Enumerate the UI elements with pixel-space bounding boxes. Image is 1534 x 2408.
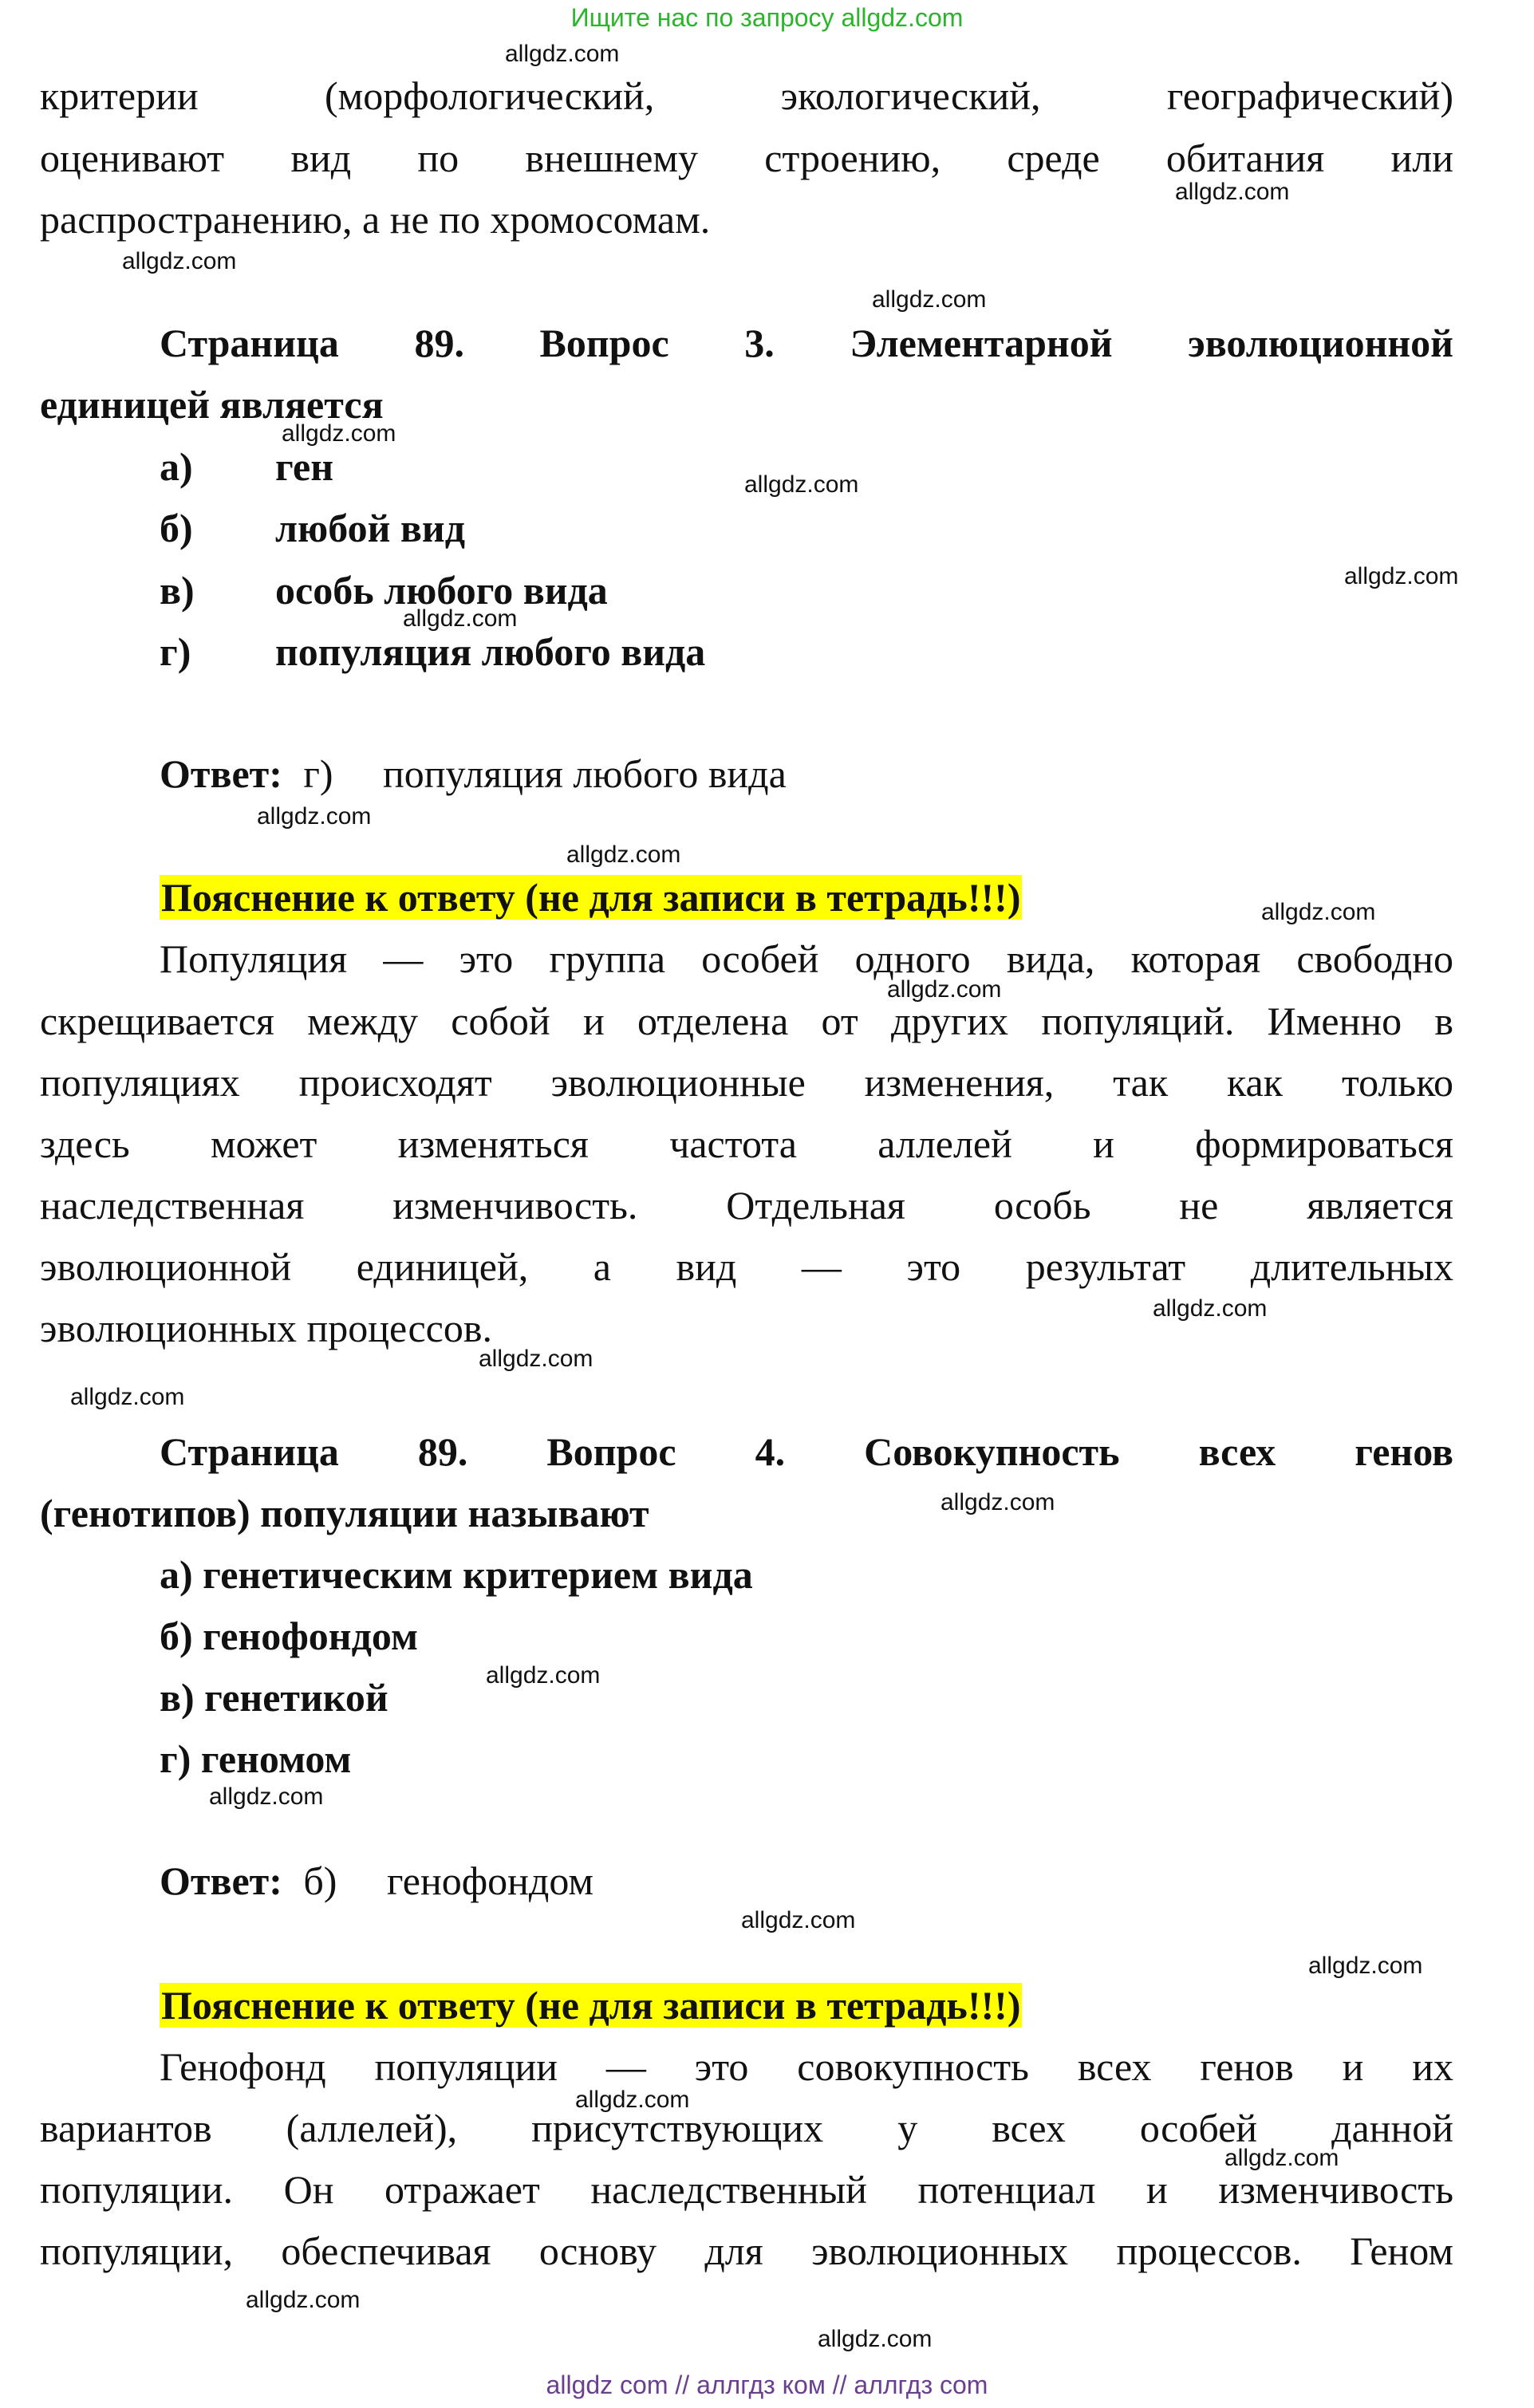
explanation-line: эволюционных процессов. (40, 1306, 492, 1350)
watermark: allgdz.com (1224, 2145, 1339, 2171)
question-3-heading: Страница 89. Вопрос 3. Элементарной эволюционной (160, 321, 1453, 365)
explanation-line: здесь может изменяться частота аллелей и формироваться (40, 1121, 1453, 1166)
explanation-line: Генофонд популяции — это совокупность всех генов и их (160, 2044, 1453, 2089)
explanation-line: вариантов (аллелей), присутствующих у всех особей данной (40, 2106, 1453, 2150)
watermark: allgdz.com (479, 1346, 593, 1372)
answer-line (160, 750, 1453, 798)
option-letter: б) (160, 506, 193, 550)
watermark: allgdz.com (486, 1662, 601, 1689)
answer-letter: г) (303, 751, 333, 796)
option-letter: в) (160, 568, 195, 613)
watermark: allgdz.com (246, 2287, 361, 2313)
option-letter: а) (160, 444, 193, 489)
question-3-heading-cont: единицей является (40, 382, 384, 427)
option-item: в) генетикой (160, 1675, 388, 1720)
watermark: allgdz.com (575, 2087, 690, 2113)
answer-label: Ответ: (160, 1858, 282, 1903)
watermark: allgdz.com (70, 1384, 185, 1410)
watermark: allgdz.com (1175, 179, 1290, 205)
explanation-line: наследственная изменчивость. Отдельная особь не является (40, 1183, 1453, 1228)
option-item: г) геномом (160, 1736, 352, 1781)
watermark: allgdz.com (122, 248, 237, 274)
search-banner[interactable]: Ищите нас по запросу allgdz.com (570, 3, 964, 32)
answer-line (160, 1857, 1453, 1905)
watermark: allgdz.com (282, 420, 396, 447)
explanation-title: Пояснение к ответу (не для записи в тетрадь!!!) (161, 1983, 1021, 2028)
watermark: allgdz.com (1344, 563, 1459, 589)
watermark: allgdz.com (941, 1489, 1055, 1515)
watermark: allgdz.com (872, 286, 987, 313)
text-line: оценивают вид по внешнему строению, среде обитания или (40, 136, 1453, 180)
watermark: allgdz.com (818, 2326, 933, 2352)
answer-text: популяция любого вида (383, 751, 787, 796)
watermark: allgdz.com (1261, 899, 1376, 925)
watermark: allgdz.com (257, 803, 372, 830)
option-text: особь любого вида (275, 568, 608, 613)
watermark: allgdz.com (744, 471, 859, 498)
explanation-line: популяциях происходят эволюционные изменения, так как только (40, 1060, 1453, 1105)
explanation-line: Популяция — это группа особей одного вида, которая свободно (160, 936, 1453, 981)
watermark: allgdz.com (887, 976, 1002, 1003)
explanation-line: эволюционной единицей, а вид — это результат длительных (40, 1244, 1453, 1289)
explanation-title-wrap (160, 873, 1453, 921)
watermark: allgdz.com (209, 1783, 324, 1810)
option-text: любой вид (275, 506, 466, 550)
answer-letter: б) (303, 1858, 337, 1903)
text-line: распространению, а не по хромосомам. (40, 197, 711, 242)
option-item: а) генетическим критерием вида (160, 1552, 753, 1597)
watermark: allgdz.com (1308, 1953, 1423, 1979)
watermark: allgdz.com (741, 1907, 856, 1933)
watermark: allgdz.com (505, 41, 620, 67)
text-line: критерии (морфологический, экологический, географический) (40, 73, 1453, 118)
watermark: allgdz.com (1153, 1295, 1268, 1322)
explanation-line: скрещивается между собой и отделена от других популяций. Именно в (40, 999, 1453, 1043)
question-4-heading: Страница 89. Вопрос 4. Совокупность всех генов (160, 1429, 1453, 1474)
option-item: б) генофондом (160, 1614, 418, 1658)
explanation-title: Пояснение к ответу (не для записи в тетрадь!!!) (161, 875, 1021, 920)
option-letter: г) (160, 629, 191, 674)
explanation-line: популяции. Он отражает наследственный потенциал и изменчивость (40, 2167, 1453, 2212)
answer-label: Ответ: (160, 751, 282, 796)
answer-text: генофондом (386, 1858, 594, 1903)
question-4-heading-cont: (генотипов) популяции называют (40, 1491, 649, 1535)
watermark: allgdz.com (403, 605, 518, 632)
option-text: популяция любого вида (275, 629, 706, 674)
explanation-title-wrap (160, 1981, 1453, 2029)
watermark: allgdz.com (566, 841, 681, 868)
option-text: ген (275, 444, 334, 489)
footer-links[interactable]: allgdz com // аллгдз ком // аллгдз com (546, 2371, 988, 2399)
explanation-line: популяции, обеспечивая основу для эволюционных процессов. Геном (40, 2229, 1453, 2273)
